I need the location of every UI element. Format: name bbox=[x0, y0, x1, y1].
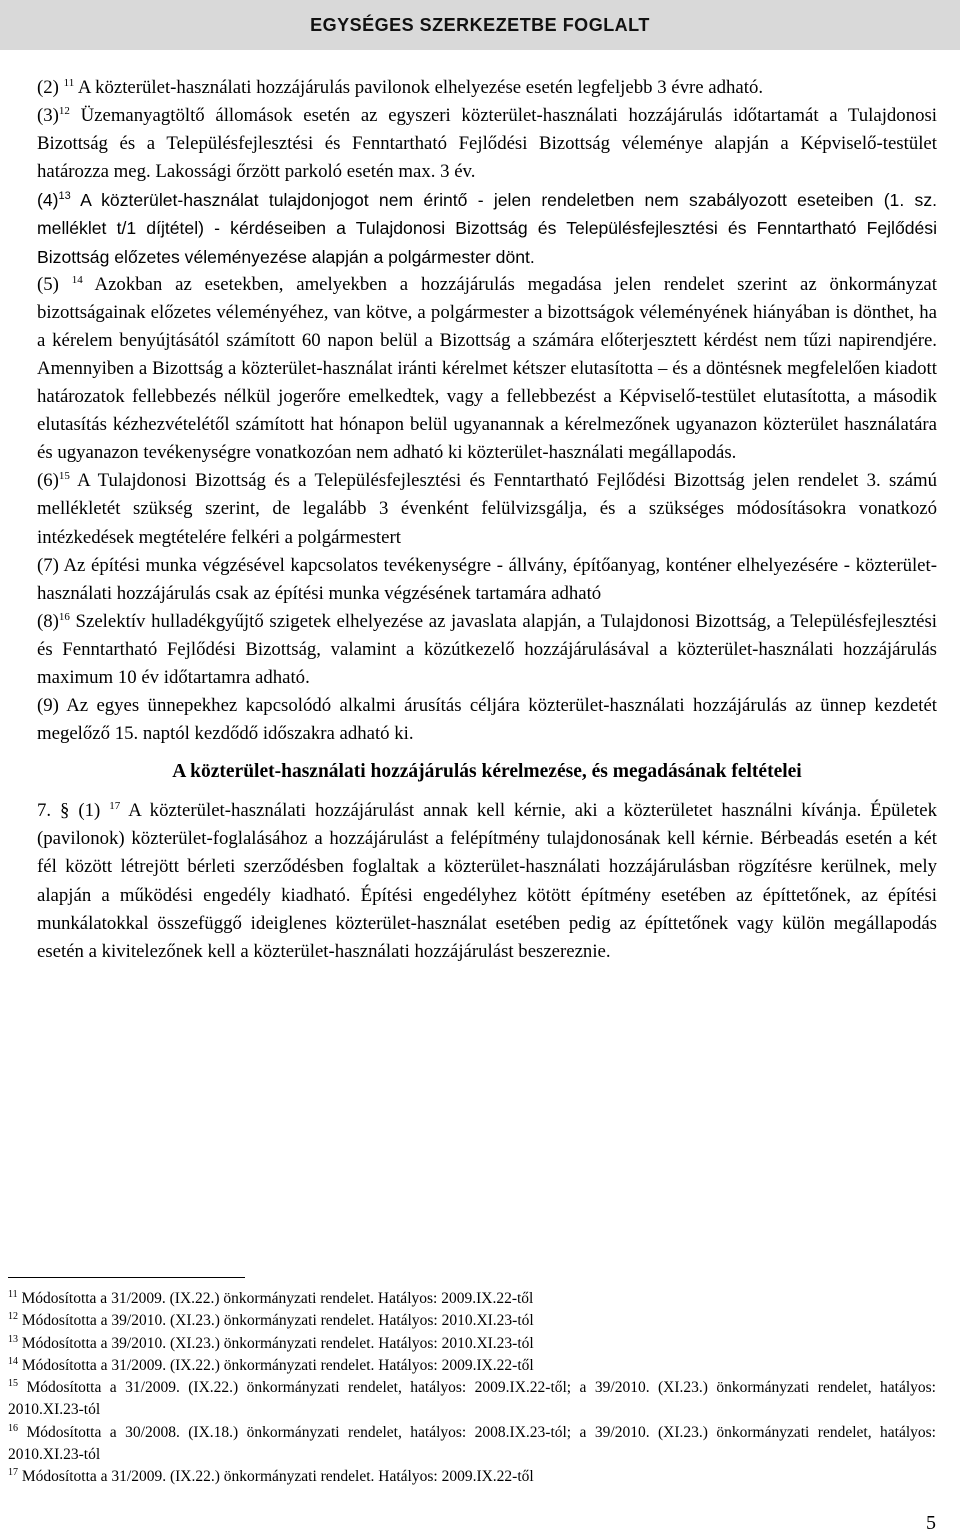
text-run: (7) Az építési munka végzésével kapcsolatos tevékenységre - állvány, építőanyag, konténer elhelyezésére - közterület-használati hozzájárulás csak az építési munka végzésének tartamára adható bbox=[37, 554, 937, 604]
footnote-number: 16 bbox=[8, 1422, 18, 1434]
footnote-number: 15 bbox=[8, 1378, 18, 1390]
text-run: (9) Az egyes ünnepekhez kapcsolódó alkalmi árusítás céljára közterület-használati hozzájárulás az ünnep kezdetét megelőző 15. naptól kezdődő időszakra adható ki. bbox=[37, 695, 937, 745]
document-body bbox=[37, 74, 937, 966]
paragraph-p4 bbox=[37, 186, 937, 270]
paragraph-p8 bbox=[37, 608, 937, 692]
paragraph-p6 bbox=[37, 467, 937, 551]
footnote-text: Módosította a 31/2009. (IX.22.) önkormányzati rendelet. Hatályos: 2009.IX.22-től bbox=[18, 1468, 534, 1486]
footnote-marker: 16 bbox=[58, 610, 70, 623]
footnote-text: Módosította a 39/2010. (XI.23.) önkormányzati rendelet. Hatályos: 2010.XI.23-tól bbox=[18, 1312, 534, 1330]
footnote-text: Módosította a 30/2008. (IX.18.) önkormányzati rendelet, hatályos: 2008.IX.23-tól; a 39/2010. (XI.23.) önkormányzati rendelet, hatályos: 2010.XI.23-tól bbox=[8, 1423, 936, 1464]
paragraph-section-7-1 bbox=[37, 797, 937, 966]
header-title: EGYSÉGES SZERKEZETBE FOGLALT bbox=[310, 15, 650, 35]
paragraph-list bbox=[37, 74, 937, 748]
text-run: A közterület-használati hozzájárulást annak kell kérnie, aki a közterületet használni kívánja. Épületek (pavilonok) közterület-foglalásához a hozzájárulást a felépítmény tulajdonosának kell kérnie. Bérbeadás esetén a két fél között létrejött bérleti szerződésben foglaltak a közterület-használati hozzájárulásban rögzítésre kerülnek, mely alapján a működési engedély kiadható. Építési engedélyhez kötött építmény esetében az építtetőnek, az építési munkálatokkal összefüggő ideiglenes közterület-használat esetében pedig az építtetőnek vagy külön megállapodás esetén a kivitelezőnek kell a közterület-használati hozzájárulást beszereznie. bbox=[37, 800, 937, 962]
paragraph-p5 bbox=[37, 271, 937, 468]
text-run: (4) bbox=[37, 190, 59, 211]
footnote-number: 11 bbox=[8, 1289, 18, 1300]
footnote-11 bbox=[8, 1288, 936, 1310]
paragraph-p9 bbox=[37, 692, 937, 748]
footnote-text: Módosította a 39/2010. (XI.23.) önkormányzati rendelet. Hatályos: 2010.XI.23-tól bbox=[18, 1334, 534, 1352]
footnote-marker: 12 bbox=[58, 105, 70, 118]
footnote-text: Módosította a 31/2009. (IX.22.) önkormányzati rendelet. Hatályos: 2009.IX.22-től bbox=[18, 1356, 534, 1374]
text-run: (2) bbox=[37, 77, 64, 98]
footnote-list bbox=[8, 1288, 936, 1489]
text-run: Azokban az esetekben, amelyekben a hozzájárulás megadása jelen rendelet szerint az önkormányzat bizottságainak előzetes véleményéhez, van kötve, a polgármester a bizottságok véleményének hiányában is dönthet, ha a kérelem benyújtásától számított 60 napon belül a Bizottság a számára előterjesztett kérdést nem tűzi napirendjére. Amennyiben a Bizottság a közterület-használat iránti kérelmet kétszer elutasította – és a döntésnek megfelelően kiadott határozatok fellebbezés nélkül jogerőre emelkedtek, vagy a fellebbezést a Képviselő-testület elutasította, a második elutasítás kézhezvételétől számított hat hónapon belül ugyanannak a kérelmezőnek ugyanazon közterület használatára és ugyanazon tevékenységre vonatkozóan nem adható ki közterület-használati megállapodás. bbox=[37, 273, 937, 464]
page-header bbox=[0, 0, 960, 50]
footnote-text: Módosította a 31/2009. (IX.22.) önkormányzati rendelet, hatályos: 2009.IX.22-től; a 39/2010. (XI.23.) önkormányzati rendelet, hatályos: 2010.XI.23-tól bbox=[8, 1379, 936, 1419]
footnote-14 bbox=[8, 1355, 936, 1377]
footnote-12 bbox=[8, 1310, 936, 1332]
footnote-text: Módosította a 31/2009. (IX.22.) önkormányzati rendelet. Hatályos: 2009.IX.22-től bbox=[17, 1290, 534, 1307]
footnote-number: 17 bbox=[8, 1467, 18, 1479]
footnote-number: 13 bbox=[8, 1333, 18, 1345]
footnote-16 bbox=[8, 1422, 936, 1467]
text-run: Szelektív hulladékgyűjtő szigetek elhelyezése az javaslata alapján, a Tulajdonosi Bizottság, a Településfejlesztési és Fenntartható Fejlődési Bizottság, valamint a közútkezelő hozzájárulásával a közterület-használati hozzájárulás maximum 10 év időtartamra adható. bbox=[37, 610, 937, 688]
paragraph-p2 bbox=[37, 74, 937, 102]
paragraph-p3 bbox=[37, 102, 937, 186]
text-run: A közterület-használati hozzájárulás pavilonok elhelyezése esetén legfeljebb 3 évre adható. bbox=[74, 77, 764, 98]
page-number: 5 bbox=[926, 1512, 936, 1534]
footnote-number: 14 bbox=[8, 1355, 18, 1367]
text-run: (5) bbox=[37, 273, 72, 295]
footnote-13 bbox=[8, 1333, 936, 1355]
text-run: A Tulajdonosi Bizottság és a Településfejlesztési és Fenntartható Fejlődési Bizottság jelen rendelet 3. számú mellékletét szükség szerint, de legalább 3 évenként felülvizsgálja, és a szükséges módosításokra vonatkozó intézkedések megtételére felkéri a polgármestert bbox=[37, 470, 937, 548]
footnote-separator bbox=[8, 1277, 245, 1278]
footnote-marker: 11 bbox=[63, 77, 75, 89]
section-7 bbox=[37, 797, 937, 966]
footnote-marker: 13 bbox=[58, 190, 71, 203]
section-heading: A közterület-használati hozzájárulás kérelmezése, és megadásának feltételei bbox=[172, 761, 802, 783]
text-run: Üzemanyagtöltő állomások esetén az egyszeri közterület-használati hozzájárulás időtartamát a Tulajdonosi Bizottság és a Településfejlesztési és Fenntartható Fejlődési Bizottság véleménye alapján a Képviselő-testület határozza meg. Lakossági őrzött parkoló esetén max. 3 év. bbox=[37, 105, 937, 183]
text-run: (3) bbox=[37, 105, 59, 127]
footnote-15 bbox=[8, 1377, 936, 1422]
footnote-marker: 17 bbox=[109, 800, 121, 813]
footnote-17 bbox=[8, 1466, 936, 1488]
text-run: (6) bbox=[37, 470, 59, 492]
paragraph-p7 bbox=[37, 552, 937, 608]
text-run: (8) bbox=[37, 610, 59, 632]
footnote-marker: 14 bbox=[71, 273, 83, 286]
footnote-number: 12 bbox=[8, 1311, 18, 1323]
text-run: 7. § (1) bbox=[37, 800, 110, 822]
footnote-marker: 15 bbox=[58, 470, 70, 483]
text-run: A közterület-használat tulajdonjogot nem érintő - jelen rendeletben nem szabályozott eseteiben (1. sz. melléklet t/1 díjtétel) - kérdéseiben a Tulajdonosi Bizottság és Településfejlesztési és Fenntartható Fejlődési Bizottság előzetes véleményezése alapján a polgármester dönt. bbox=[37, 190, 937, 267]
